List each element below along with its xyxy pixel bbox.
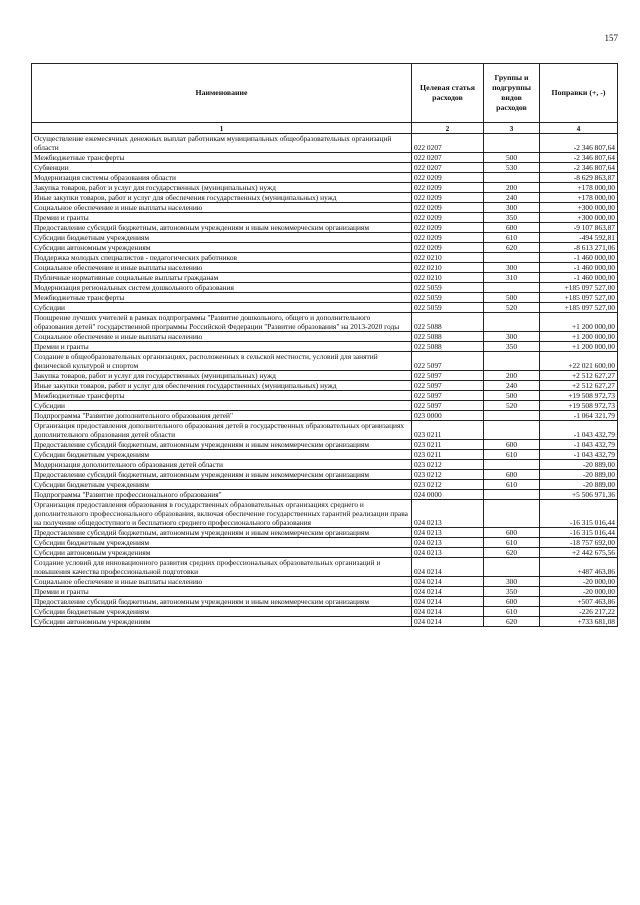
table-row [32, 223, 618, 233]
table-row [32, 243, 618, 253]
row-name: Субсидии бюджетным учреждениям [32, 607, 412, 617]
row-target-code: 024 0213 [412, 538, 484, 548]
row-name: Субсидии автономным учреждениям [32, 548, 412, 558]
row-amount: +1 200 000,00 [540, 332, 618, 342]
row-group-code: 520 [484, 303, 540, 313]
row-target-code: 022 0209 [412, 193, 484, 203]
row-target-code: 023 0000 [412, 411, 484, 421]
row-name: Иные закупки товаров, работ и услуг для обеспечения государственных (муниципальных) нужд [32, 193, 412, 203]
row-amount: +300 000,00 [540, 203, 618, 213]
row-name: Межбюджетные трансферты [32, 293, 412, 303]
table-row [32, 460, 618, 470]
row-name: Субсидии бюджетным учреждениям [32, 233, 412, 243]
row-amount: -494 592,81 [540, 233, 618, 243]
row-target-code: 023 0212 [412, 470, 484, 480]
table-row [32, 273, 618, 283]
row-name: Предоставление субсидий бюджетным, автономным учреждениям и иным некоммерческим организациям [32, 223, 412, 233]
row-target-code: 023 0211 [412, 440, 484, 450]
row-group-code: 500 [484, 391, 540, 401]
row-amount: -1 460 000,00 [540, 253, 618, 263]
table-row [32, 371, 618, 381]
table-row [32, 597, 618, 607]
table-row [32, 450, 618, 460]
row-target-code: 022 5097 [412, 371, 484, 381]
table-row [32, 263, 618, 273]
row-name: Социальное обеспечение и иные выплаты населению [32, 577, 412, 587]
row-group-code: 610 [484, 607, 540, 617]
row-name: Предоставление субсидий бюджетным, автономным учреждениям и иным некоммерческим организациям [32, 528, 412, 538]
row-group-code: 300 [484, 332, 540, 342]
row-amount: -1 460 000,00 [540, 273, 618, 283]
column-number: 3 [484, 123, 540, 134]
row-name: Субсидии автономным учреждениям [32, 243, 412, 253]
row-amount: -20 000,00 [540, 577, 618, 587]
row-name: Закупка товаров, работ и услуг для государственных (муниципальных) нужд [32, 371, 412, 381]
row-target-code: 024 0214 [412, 577, 484, 587]
row-group-code: 600 [484, 528, 540, 538]
row-group-code: 600 [484, 440, 540, 450]
row-name: Осуществление ежемесячных денежных выплат работникам муниципальных общеобразовательных организаций области [32, 134, 412, 153]
row-group-code: 310 [484, 273, 540, 283]
row-group-code [484, 500, 540, 528]
row-group-code: 500 [484, 153, 540, 163]
row-group-code: 610 [484, 480, 540, 490]
row-amount: +733 681,08 [540, 617, 618, 627]
row-amount: -20 889,00 [540, 480, 618, 490]
row-amount: +178 000,00 [540, 183, 618, 193]
row-name: Субсидии [32, 401, 412, 411]
header-amendments: Поправки (+, -) [540, 64, 618, 123]
row-group-code: 610 [484, 538, 540, 548]
row-name: Социальное обеспечение и иные выплаты населению [32, 332, 412, 342]
row-amount: -8 629 863,87 [540, 173, 618, 183]
row-amount: -1 460 000,00 [540, 263, 618, 273]
row-target-code: 024 0000 [412, 490, 484, 500]
row-group-code: 600 [484, 470, 540, 480]
row-target-code: 022 5059 [412, 303, 484, 313]
row-group-code [484, 283, 540, 293]
row-group-code: 350 [484, 342, 540, 352]
row-amount: -2 346 807,64 [540, 153, 618, 163]
page-number: 157 [604, 33, 618, 43]
table-row [32, 253, 618, 263]
row-amount: -18 757 692,00 [540, 538, 618, 548]
row-group-code: 300 [484, 203, 540, 213]
row-target-code: 022 0209 [412, 173, 484, 183]
row-group-code [484, 558, 540, 577]
table-row [32, 617, 618, 627]
table-row [32, 163, 618, 173]
row-name: Поддержка молодых специалистов - педагогических работников [32, 253, 412, 263]
table-row [32, 303, 618, 313]
table-row [32, 440, 618, 450]
header-expense-groups: Группы и подгруппы видов расходов [484, 64, 540, 123]
row-amount: +1 200 000,00 [540, 342, 618, 352]
row-name: Субсидии бюджетным учреждениям [32, 480, 412, 490]
row-amount: +487 463,86 [540, 558, 618, 577]
row-group-code: 610 [484, 233, 540, 243]
row-amount: +19 508 972,73 [540, 391, 618, 401]
row-target-code: 022 5088 [412, 332, 484, 342]
table-row [32, 587, 618, 597]
row-name: Модернизация дополнительного образования детей области [32, 460, 412, 470]
row-target-code: 022 5088 [412, 342, 484, 352]
header-name: Наименование [32, 64, 412, 123]
row-amount: -20 000,00 [540, 587, 618, 597]
row-target-code: 022 5097 [412, 391, 484, 401]
row-name: Модернизация системы образования области [32, 173, 412, 183]
row-name: Поощрение лучших учителей в рамках подпрограммы "Развитие дошкольного, общего и дополнительного образования детей" государственной программы Российской Федерации "Развитие образования" на 2013-2020 годы [32, 313, 412, 332]
row-group-code [484, 173, 540, 183]
table-row [32, 213, 618, 223]
table-row [32, 332, 618, 342]
row-name: Предоставление субсидий бюджетным, автономным учреждениям и иным некоммерческим организациям [32, 597, 412, 607]
table-row [32, 342, 618, 352]
row-target-code: 022 5097 [412, 352, 484, 371]
row-target-code: 024 0214 [412, 558, 484, 577]
row-amount: -9 107 863,87 [540, 223, 618, 233]
row-group-code: 620 [484, 617, 540, 627]
table-row [32, 173, 618, 183]
row-group-code: 500 [484, 293, 540, 303]
table-row [32, 480, 618, 490]
table-row [32, 490, 618, 500]
row-target-code: 022 0210 [412, 253, 484, 263]
column-number: 4 [540, 123, 618, 134]
row-amount: +19 508 972,73 [540, 401, 618, 411]
row-amount: +300 000,00 [540, 213, 618, 223]
table-row [32, 313, 618, 332]
row-group-code: 620 [484, 548, 540, 558]
row-target-code: 022 5059 [412, 293, 484, 303]
row-target-code: 024 0214 [412, 617, 484, 627]
column-number-row [32, 123, 618, 134]
row-amount: +2 512 627,27 [540, 371, 618, 381]
row-amount: -226 217,22 [540, 607, 618, 617]
row-amount: +185 097 527,00 [540, 283, 618, 293]
row-target-code: 022 0209 [412, 213, 484, 223]
row-group-code [484, 411, 540, 421]
row-target-code: 024 0213 [412, 548, 484, 558]
row-name: Премии и гранты [32, 342, 412, 352]
row-name: Субсидии автономным учреждениям [32, 617, 412, 627]
row-group-code [484, 490, 540, 500]
row-name: Социальное обеспечение и иные выплаты населению [32, 263, 412, 273]
row-target-code: 022 0209 [412, 233, 484, 243]
row-group-code [484, 352, 540, 371]
row-name: Субвенции [32, 163, 412, 173]
row-name: Закупка товаров, работ и услуг для государственных (муниципальных) нужд [32, 183, 412, 193]
row-name: Организация предоставления дополнительного образования детей в государственных образовательных организациях дополнительного образования детей области [32, 421, 412, 440]
table-row [32, 293, 618, 303]
row-group-code: 600 [484, 597, 540, 607]
row-target-code: 023 0212 [412, 460, 484, 470]
row-group-code [484, 460, 540, 470]
row-group-code: 620 [484, 243, 540, 253]
row-target-code: 022 0209 [412, 223, 484, 233]
row-group-code [484, 253, 540, 263]
table-row [32, 193, 618, 203]
row-group-code: 520 [484, 401, 540, 411]
row-amount: +185 097 527,00 [540, 303, 618, 313]
row-amount: +507 463,86 [540, 597, 618, 607]
row-amount: +5 506 971,36 [540, 490, 618, 500]
row-target-code: 022 5059 [412, 283, 484, 293]
row-group-code: 200 [484, 371, 540, 381]
row-target-code: 024 0214 [412, 597, 484, 607]
row-name: Подпрограмма "Развитие профессионального образования" [32, 490, 412, 500]
table-row [32, 134, 618, 153]
row-group-code: 240 [484, 381, 540, 391]
row-name: Субсидии бюджетным учреждениям [32, 538, 412, 548]
row-group-code: 350 [484, 213, 540, 223]
row-target-code: 024 0214 [412, 587, 484, 597]
budget-amendments-table [31, 63, 618, 627]
row-amount: +178 000,00 [540, 193, 618, 203]
table-row [32, 500, 618, 528]
row-name: Иные закупки товаров, работ и услуг для обеспечения государственных (муниципальных) нужд [32, 381, 412, 391]
row-group-code: 350 [484, 587, 540, 597]
table-row [32, 607, 618, 617]
row-name: Организация предоставления образования в государственных образовательных организациях среднего и дополнительного профессионального образования, включая обеспечение государственных гарантий реализации права на получение общедоступного и бесплатного среднего профессионального образования [32, 500, 412, 528]
row-amount: -16 315 016,44 [540, 500, 618, 528]
row-name: Предоставление субсидий бюджетным, автономным учреждениям и иным некоммерческим организациям [32, 470, 412, 480]
table-row [32, 391, 618, 401]
row-name: Создание в общеобразовательных организациях, расположенных в сельской местности, условий для занятий физической культурой и спортом [32, 352, 412, 371]
row-amount: -1 043 432,79 [540, 450, 618, 460]
table-row [32, 203, 618, 213]
column-number: 2 [412, 123, 484, 134]
row-name: Подпрограмма "Развитие дополнительного образования детей" [32, 411, 412, 421]
table-row [32, 548, 618, 558]
row-group-code [484, 134, 540, 153]
row-amount: -2 346 807,64 [540, 163, 618, 173]
row-target-code: 022 0209 [412, 243, 484, 253]
table-row [32, 577, 618, 587]
row-name: Предоставление субсидий бюджетным, автономным учреждениям и иным некоммерческим организациям [32, 440, 412, 450]
row-target-code: 022 0207 [412, 153, 484, 163]
table-row [32, 153, 618, 163]
row-target-code: 022 0209 [412, 183, 484, 193]
row-amount: +2 442 675,56 [540, 548, 618, 558]
row-amount: +1 200 000,00 [540, 313, 618, 332]
table-row [32, 283, 618, 293]
row-target-code: 023 0212 [412, 480, 484, 490]
row-target-code: 022 0209 [412, 203, 484, 213]
row-amount: -1 043 432,79 [540, 440, 618, 450]
row-target-code: 022 0207 [412, 134, 484, 153]
table-row [32, 233, 618, 243]
row-name: Публичные нормативные социальные выплаты гражданам [32, 273, 412, 283]
row-name: Межбюджетные трансферты [32, 153, 412, 163]
row-target-code: 023 0211 [412, 450, 484, 460]
table-header-row [32, 64, 618, 123]
row-amount: -8 613 271,06 [540, 243, 618, 253]
row-amount: +2 512 627,27 [540, 381, 618, 391]
row-target-code: 024 0213 [412, 528, 484, 538]
row-target-code: 022 5097 [412, 381, 484, 391]
row-amount: -16 315 016,44 [540, 528, 618, 538]
row-name: Создание условий для инновационного развития средних профессиональных образовательных организаций и повышения качества профессиональной подготовки [32, 558, 412, 577]
row-amount: -20 889,00 [540, 470, 618, 480]
row-amount: +185 097 527,00 [540, 293, 618, 303]
table-row [32, 401, 618, 411]
table-row [32, 538, 618, 548]
row-group-code: 600 [484, 223, 540, 233]
row-target-code: 023 0211 [412, 421, 484, 440]
row-amount: -2 346 807,64 [540, 134, 618, 153]
row-group-code: 530 [484, 163, 540, 173]
row-name: Модернизация региональных систем дошкольного образования [32, 283, 412, 293]
row-target-code: 022 0207 [412, 163, 484, 173]
row-name: Межбюджетные трансферты [32, 391, 412, 401]
table-row [32, 558, 618, 577]
row-name: Социальное обеспечение и иные выплаты населению [32, 203, 412, 213]
row-name: Премии и гранты [32, 587, 412, 597]
row-name: Премии и гранты [32, 213, 412, 223]
row-group-code: 240 [484, 193, 540, 203]
row-target-code: 022 5097 [412, 401, 484, 411]
row-group-code: 200 [484, 183, 540, 193]
row-amount: -20 889,00 [540, 460, 618, 470]
row-group-code: 610 [484, 450, 540, 460]
row-amount: -1 064 321,79 [540, 411, 618, 421]
row-group-code [484, 421, 540, 440]
header-target-article: Целевая статья расходов [412, 64, 484, 123]
table-row [32, 183, 618, 193]
table-row [32, 352, 618, 371]
row-group-code [484, 313, 540, 332]
row-target-code: 024 0214 [412, 607, 484, 617]
row-target-code: 022 5088 [412, 313, 484, 332]
table-row [32, 411, 618, 421]
row-target-code: 022 0210 [412, 263, 484, 273]
row-name: Субсидии бюджетным учреждениям [32, 450, 412, 460]
row-group-code: 300 [484, 577, 540, 587]
row-target-code: 022 0210 [412, 273, 484, 283]
table-row [32, 381, 618, 391]
row-amount: -1 043 432,79 [540, 421, 618, 440]
table-row [32, 528, 618, 538]
row-target-code: 024 0213 [412, 500, 484, 528]
row-group-code: 300 [484, 263, 540, 273]
row-name: Субсидии [32, 303, 412, 313]
column-number: 1 [32, 123, 412, 134]
table-row [32, 421, 618, 440]
table-row [32, 470, 618, 480]
row-amount: +22 021 600,00 [540, 352, 618, 371]
